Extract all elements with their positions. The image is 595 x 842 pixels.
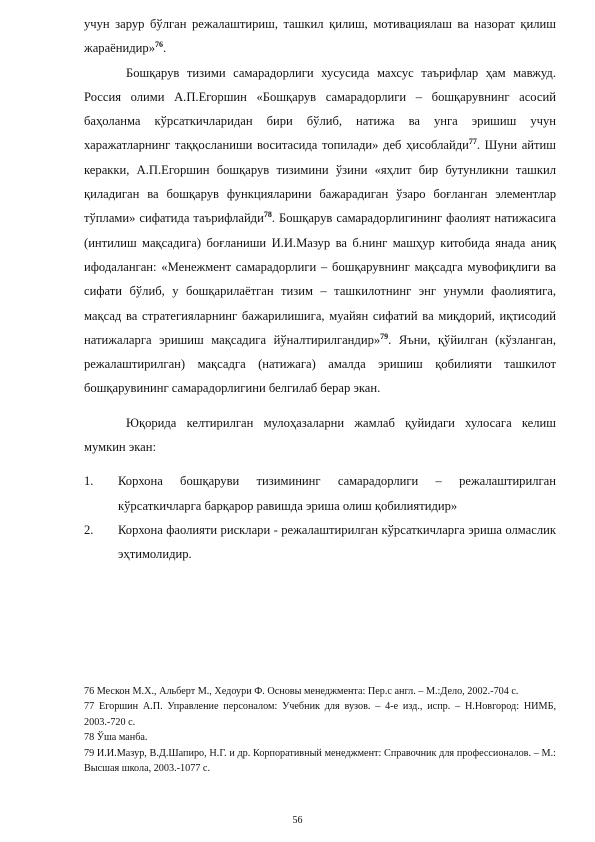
list-item-text: Корхона фаолияти рисклари - режалаштирилган кўрсаткичларга эриша олмаслик эҳтимолидир.: [118, 522, 556, 562]
footnotes: [84, 684, 556, 776]
paragraph-2-part-c: . Бошқарув самарадорлигининг фаолият натижасига (интилиш мақсадига) боғланиши И.И.Мазур ва б.нинг машҳур китобида янада аниқ ифодаланган: «Менежмент самарадорлиги – бошқарувнинг мақсадга мувофиқлиги ва сифати бўлиб, у бошқарилаётган тизим – ташкилотнинг энг унумли фаолиятига, мақсад ва стратегияларнинг бажарилишига, муайян сифатий ва миқдорий, иқтисодий натижаларга эришиш мақсадига йўналтирилгандир»: [84, 211, 556, 347]
footnote-ref-76[interactable]: 76: [155, 40, 163, 50]
footnote-79: 79 И.И.Мазур, В.Д.Шапиро, Н.Г. и др. Корпоративный менеджмент: Справочник для профессионалов. – М.: Высшая школа, 2003.-1077 с.: [84, 747, 556, 775]
paragraph-2: [84, 61, 556, 401]
paragraph-1-text: учун зарур бўлган режалаштириш, ташкил қилиш, мотивациялаш ва назорат қилиш жараёнидир»: [84, 17, 556, 56]
list-item-number: 1.: [84, 474, 94, 489]
footnote-78: 78 Ўша манба.: [84, 732, 148, 744]
paragraph-2-part-d: . Яъни, қўйилган (кўзланган, режалаштирилган) мақсадга (натижага) амалда эришиш қобилияти ташкилот бошқарувининг самарадорлигини белгилаб берар экан.: [84, 332, 557, 396]
list-item-text: Корхона бошқаруви тизимининг самарадорлиги – режалаштирилган кўрсаткичларга барқарор равишда эриша олиш қобилиятидир»: [118, 474, 556, 513]
conclusion-list: [84, 469, 556, 566]
paragraph-1-end: .: [163, 41, 167, 56]
footnote-77: 77 Егоршин А.П. Управление персоналом: Учебник для вузов. – 4-е изд., испр. – Н.Новгород: НИМБ, 2003.-720 с.: [84, 701, 556, 728]
paragraph-1: [84, 12, 556, 61]
page-number: 56: [292, 815, 303, 826]
list-item-number: 2.: [84, 522, 94, 537]
paragraph-2-part-a: Бошқарув тизими самарадорлиги хусусида махсус таърифлар ҳам мавжуд. Россия олими А.П.Егоршин «Бошқарув самарадорлиги – бошқарувнинг асосий баҳоланма кўрсаткичларидан бири бўлиб, натижа ва унга эришиш учун харажатларнинг таққосланиши воситасида топилади» деб ҳисоблайди: [84, 65, 556, 153]
list-item: [84, 469, 556, 518]
paragraph-3: Юқорида келтирилган мулоҳазаларни жамлаб қуйидаги хулосага келиш мумкин экан:: [84, 415, 556, 455]
footnote-ref-79[interactable]: 79: [380, 331, 389, 341]
page-body: [84, 12, 556, 567]
footnote-ref-78[interactable]: 78: [263, 210, 272, 220]
footnote-76: 76 Мескон М.Х., Альберт М., Хедоури Ф. Основы менеджмента: Пер.с англ. – М.:Дело, 2002.-704 с.: [84, 686, 519, 697]
list-item: [84, 518, 556, 567]
footnote-ref-77[interactable]: 77: [468, 137, 477, 147]
paragraph-2-part-b: . Шуни айтиш керакки, А.П.Егоршин бошқарув тизимини ўзини «яҳлит бир бутунликни ташкил қиладиган ва бошқарув функцияларини бажарадиган ўзаро боғланган элементлар тўплами» сифатида таърифлайди: [84, 138, 556, 226]
